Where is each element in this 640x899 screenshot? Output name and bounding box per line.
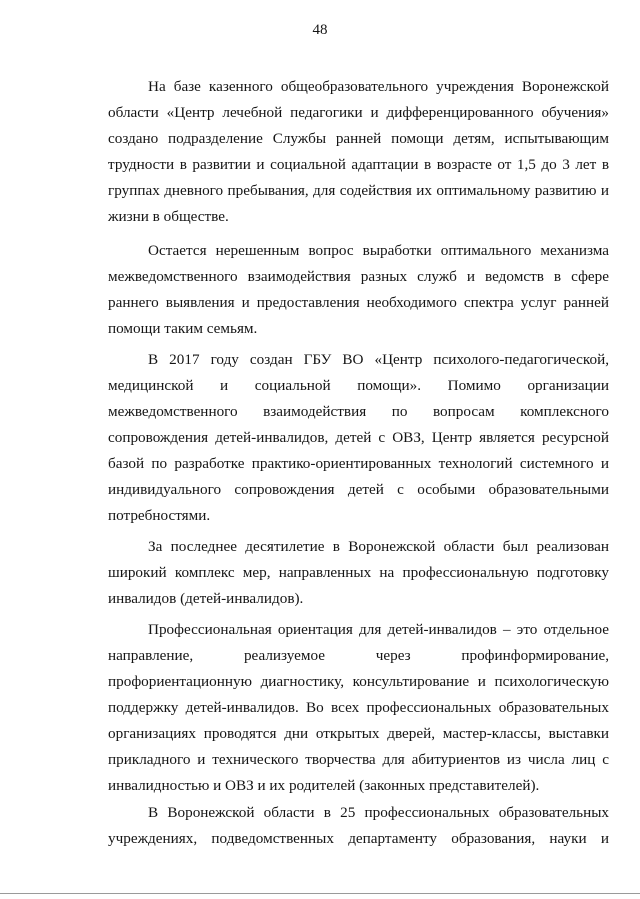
paragraph-6: В Воронежской области в 25 профессиональных образовательных учреждениях, подведомственных департаменту образования, науки и [108,804,609,847]
paragraph-4: За последнее десятилетие в Воронежской области был реализован широкий комплекс мер, направленных на профессиональную подготовку инвалидов (детей-инвалидов). [108,538,609,607]
paragraph-2: Остается нерешенным вопрос выработки оптимального механизма межведомственного взаимодействия разных служб и ведомств в сфере раннего выявления и предоставления необходимого спектра услуг ранней помощи таким семьям. [108,242,609,337]
page-number: 48 [312,22,328,38]
page-bottom-edge [0,893,640,894]
document-body [108,74,609,852]
paragraph-5: Профессиональная ориентация для детей-инвалидов – это отдельное направление, реализуемое через профинформирование, профориентационную диагностику, консультирование и психологическую поддержку детей-инвалидов. Во всех профессиональных образовательных организациях проводятся дни открытых дверей, мастер-классы, выставки прикладного и технического творчества для абитуриентов из числа лиц с инвалидностью и ОВЗ и их родителей (законных представителей). [108,621,609,794]
paragraph-3: В 2017 году создан ГБУ ВО «Центр психолого-педагогической, медицинской и социальной помощи». Помимо организации межведомственного взаимодействия по вопросам комплексного сопровождения детей-инвалидов, детей с ОВЗ, Центр является ресурсной базой по разработке практико-ориентированных технологий системного и индивидуального сопровождения детей с особыми образовательными потребностями. [108,351,609,524]
paragraph-1: На базе казенного общеобразовательного учреждения Воронежской области «Центр лечебной педагогики и дифференцированного обучения» создано подразделение Службы ранней помощи детям, испытывающим трудности в развитии и социальной адаптации в возрасте от 1,5 до 3 лет в группах дневного пребывания, для содействия их оптимальному развитию и жизни в обществе. [108,78,609,225]
